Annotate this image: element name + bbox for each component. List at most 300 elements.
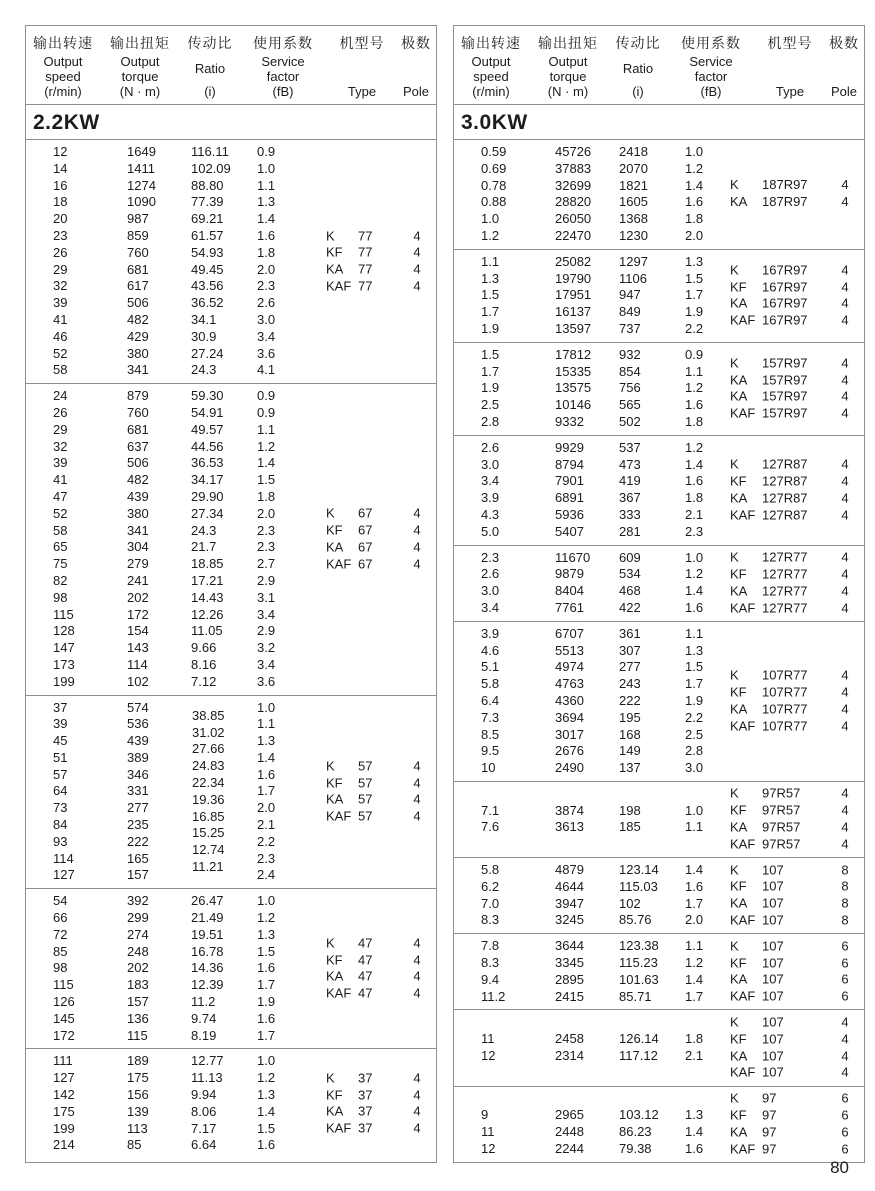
torque-cell: 2895 [555,971,584,987]
torque-cell: 3947 [555,895,584,911]
factor-cell: 1.6 [685,473,704,489]
factor-cell: 3.4 [257,656,276,672]
speed-cell: 39 [53,716,68,732]
type-row [326,935,432,952]
pole-value: 4 [841,701,849,717]
ratio-cell: 24.3 [191,362,217,378]
torque-cell: 859 [127,227,149,243]
torque-cell: 392 [127,893,149,909]
type-series: K [326,227,335,243]
speed-cell: 3.9 [481,625,500,641]
type-series: KF [326,244,343,260]
table-row [454,440,864,457]
ratio-cell: 14.43 [191,589,224,605]
type-series: KA [730,1124,748,1140]
speed-cell: 8.3 [481,955,500,971]
factor-cell: 2.5 [685,726,704,742]
type-row [730,262,860,279]
torque-cell: 22470 [555,227,592,243]
factor-cell: 1.3 [257,1087,276,1103]
speed-cell: 98 [53,589,68,605]
ratio-cell: 8.06 [191,1103,217,1119]
factor-cell: 1.6 [257,1137,276,1153]
ratio-cell: 11.2 [191,994,216,1010]
pole-value: 4 [841,278,849,294]
spec-table [453,25,865,1163]
ratio-cell: 19.36 [192,791,225,807]
factor-cell: 1.2 [685,566,704,582]
pole-value: 4 [841,490,849,506]
factor-cell: 1.4 [685,862,704,878]
type-row [730,355,860,372]
ratio-cell: 854 [619,363,641,379]
header-label-zh: 机型号 [339,35,385,51]
type-row [730,896,860,913]
ratio-cell: 18.85 [191,556,224,572]
type-row [326,245,432,262]
factor-cell: 1.5 [685,270,704,286]
type-model: 107 [762,1014,784,1030]
factor-cell: 1.3 [685,642,704,658]
header-label-en-group [195,61,225,76]
pole-value: 4 [841,473,849,489]
ratio-cell: 36.52 [191,295,224,311]
header-label-zh: 输出转速 [33,35,93,51]
pole-value: 4 [841,802,849,818]
ratio-cell: 16.85 [192,808,225,824]
ratio-cell: 59.30 [191,388,224,404]
pole-value: 4 [413,556,421,572]
ratio-cell: 609 [619,549,641,565]
speed-cell: 8.5 [481,726,500,742]
ratio-cell: 2418 [619,144,648,159]
factor-cell: 1.7 [257,1027,276,1043]
speed-cell: 1.0 [481,211,500,227]
speed-cell: 111 [53,1053,73,1069]
pole-value: 4 [841,405,849,421]
ratio-cell: 277 [619,659,641,675]
pole-value: 6 [841,1107,849,1123]
type-series: K [326,935,335,951]
ratio-cell: 12.26 [191,606,224,622]
type-model: 157R97 [762,405,808,421]
speed-cell: 84 [53,817,68,833]
speed-cell: 172 [53,1027,75,1043]
factor-cell: 1.7 [257,977,276,993]
torque-cell: 154 [127,623,149,639]
factor-cell: 3.4 [257,606,276,622]
speed-cell: 127 [53,1070,75,1086]
speed-cell: 72 [53,926,68,942]
torque-cell: 235 [127,817,149,833]
type-row [326,539,432,556]
type-column [326,758,432,825]
type-row [730,490,860,507]
factor-cell: 0.9 [685,346,704,362]
speed-cell: 5.0 [481,523,500,539]
type-model: 57 [358,808,373,824]
type-model: 107R77 [762,667,808,683]
pole-value: 6 [841,955,849,971]
type-row [730,989,860,1006]
type-series: K [730,938,739,954]
type-model: 67 [358,539,373,555]
factor-cell: 1.4 [685,1124,704,1140]
table-row [454,524,864,541]
torque-cell: 45726 [555,144,592,159]
type-series: KAF [730,312,756,328]
table-row [454,228,864,245]
factor-cell: 2.3 [257,278,276,294]
ratio-cell: 43.56 [191,278,224,294]
factor-cell: 1.2 [257,1070,276,1086]
factor-cell: 0.9 [257,404,276,420]
speed-cell: 199 [53,1120,75,1136]
pole-value: 4 [413,1103,421,1119]
table-row [26,455,436,472]
header-label-zh: 极数 [829,35,859,51]
type-row [326,986,432,1003]
type-row [730,1048,860,1065]
speed-cell: 85 [53,943,68,959]
pole-value: 4 [413,261,421,277]
torque-cell: 299 [127,910,149,926]
type-series: KF [730,955,747,971]
type-series: KA [730,490,748,506]
torque-cell: 113 [127,1120,148,1136]
type-row [326,1070,432,1087]
torque-cell: 8404 [555,583,584,599]
pole-value: 6 [841,1124,849,1140]
type-model: 97R57 [762,785,801,801]
ratio-cell: 2070 [619,160,648,176]
torque-cell [555,1091,619,1108]
pole-value: 4 [841,388,849,404]
ratio-cell: 333 [619,506,641,522]
table-row [26,1137,436,1154]
table-row [454,211,864,228]
factor-cell: 2.0 [685,227,704,243]
factor-cell: 1.1 [685,938,704,954]
type-row [730,194,860,211]
header-unit: (r/min) [44,84,82,99]
factor-cell: 2.3 [257,850,276,866]
table-row [26,439,436,456]
factor-cell: 2.2 [685,709,704,725]
type-series: KF [730,278,747,294]
ratio-cell [619,786,685,803]
speed-cell: 75 [53,556,68,572]
speed-cell: 98 [53,960,68,976]
ratio-cell: 101.63 [619,971,659,987]
header-label-en: Ratio [622,61,654,76]
factor-cell: 1.1 [685,819,704,835]
type-series: KA [326,1103,344,1119]
speed-cell: 14 [53,160,68,176]
type-series: KA [730,701,748,717]
type-model: 127R87 [762,490,808,506]
type-model: 107 [762,912,784,928]
speed-cell: 58 [53,522,68,538]
header-unit: (fB) [272,84,294,99]
ratio-cell: 6.64 [191,1137,217,1153]
factor-cell: 1.7 [685,676,704,692]
factor-cell: 0.9 [257,388,276,404]
torque-cell: 9879 [555,566,584,582]
ratio-cell: 15.25 [192,825,225,841]
type-row [326,506,432,523]
pole-value: 4 [841,583,849,599]
ratio-cell: 44.56 [191,438,224,454]
torque-cell: 136 [127,1010,149,1026]
header-unit: Pole [830,84,858,99]
table-row [26,910,436,927]
speed-cell: 7.0 [481,895,500,911]
type-column [730,355,860,422]
torque-cell: 3874 [555,802,584,818]
ratio-cell: 77.39 [191,194,224,210]
pole-value: 4 [841,1014,849,1030]
speed-cell: 142 [53,1087,75,1103]
type-series: KF [326,952,343,968]
data-block [454,546,864,622]
torque-cell: 331 [127,783,149,799]
type-model: 107 [762,1031,784,1047]
factor-cell: 2.9 [257,623,276,639]
type-column [730,1014,860,1081]
speed-cell: 5.8 [481,862,500,878]
type-row [326,969,432,986]
ratio-cell: 34.1 [191,311,217,327]
speed-cell: 1.7 [481,363,500,379]
factor-cell: 1.9 [685,304,704,320]
table-row [26,657,436,674]
header-label-en-group [689,54,732,84]
type-series: K [730,667,739,683]
type-column [730,668,860,735]
speed-cell: 23 [53,227,68,243]
torque-cell: 4360 [555,692,584,708]
type-row [730,955,860,972]
type-row [326,523,432,540]
ratio-cell: 1368 [619,211,648,227]
ratio-cell: 12.74 [192,842,225,858]
type-model: 67 [358,556,373,572]
type-model: 97R57 [762,819,801,835]
speed-cell: 6.2 [481,878,500,894]
pole-value: 4 [841,355,849,371]
ratio-cell: 102.09 [191,160,231,176]
header-unit: Pole [402,84,430,99]
torque-cell: 439 [127,488,149,504]
type-row [326,556,432,573]
speed-cell: 1.3 [481,270,500,286]
pole-value: 4 [841,566,849,582]
pole-value: 6 [841,1141,849,1157]
factor-cell: 2.9 [257,572,276,588]
type-model: 107R77 [762,701,808,717]
type-row [326,775,432,792]
data-block [454,250,864,343]
type-model: 97R57 [762,802,801,818]
speed-cell: 115 [53,606,74,622]
pole-value: 4 [841,1064,849,1080]
speed-cell: 24 [53,388,68,404]
torque-cell: 10146 [555,397,592,413]
pole-value: 4 [413,522,421,538]
type-model: 47 [358,935,373,951]
torque-cell: 222 [127,833,149,849]
type-model: 67 [358,522,373,538]
type-series: KF [730,566,747,582]
torque-cell: 4974 [555,659,584,675]
type-model: 157R97 [762,371,808,387]
ratio-cell: 168 [619,726,641,742]
ratio-cell: 24.83 [192,758,225,774]
header-label-en: Output [548,53,588,69]
factor-cell: 1.6 [257,227,276,243]
factor-cell: 1.5 [257,1120,276,1136]
header-column [26,33,100,99]
pole-value: 4 [841,684,849,700]
speed-cell: 1.1 [481,253,500,269]
factor-cell: 3.4 [257,328,276,344]
type-row [326,262,432,279]
type-series: KAF [730,836,756,852]
factor-cell: 1.0 [257,893,276,909]
speed-cell: 11.2 [481,988,506,1004]
factor-cell: 2.0 [257,800,276,816]
type-row [730,313,860,330]
header-label-en: Output [471,53,511,69]
pole-value: 6 [841,1090,849,1106]
table-row [26,346,436,363]
torque-cell: 879 [127,388,149,404]
factor-cell: 1.8 [685,211,704,227]
factor-cell: 1.8 [685,490,704,506]
torque-cell: 2490 [555,760,584,776]
speed-cell: 46 [53,328,68,344]
type-model: 107 [762,971,784,987]
ratio-cell: 737 [619,320,641,336]
type-series: KF [730,1031,747,1047]
type-series: KA [730,194,748,210]
torque-cell [555,836,619,853]
pole-value: 6 [841,988,849,1004]
section-title: 2.2KW [26,105,436,140]
speed-cell: 1.5 [481,287,500,303]
speed-cell: 8.3 [481,912,500,928]
type-row [326,792,432,809]
header-label-en-group [623,61,653,76]
speed-cell: 52 [53,505,68,521]
header-label-zh: 传动比 [187,35,233,51]
type-row [326,228,432,245]
pole-value: 4 [841,312,849,328]
speed-cell: 12 [481,1141,496,1157]
torque-cell: 202 [127,960,149,976]
factor-cell: 1.0 [257,160,276,176]
torque-cell: 2676 [555,743,584,759]
header-column [240,33,326,99]
speed-cell: 29 [53,261,68,277]
type-row [730,372,860,389]
factor-cell: 1.7 [685,895,704,911]
factor-cell: 2.8 [685,743,704,759]
speed-cell: 127 [53,867,75,883]
header-column [398,33,434,99]
header-label-en: torque [549,68,587,84]
type-column [326,228,432,295]
ratio-cell: 9.74 [191,1010,217,1026]
speed-cell: 10 [481,760,496,776]
speed-cell: 93 [53,833,68,849]
ratio-cell: 11.05 [191,623,223,639]
factor-cell: 1.6 [257,960,276,976]
pole-value: 8 [841,878,849,894]
type-model: 77 [358,261,373,277]
table-row [26,194,436,211]
type-model: 47 [358,968,373,984]
pole-value: 4 [413,278,421,294]
torque-cell: 637 [127,438,149,454]
factor-cell: 1.0 [685,144,704,159]
torque-cell: 11670 [555,549,591,565]
header-label-en: Service [689,53,733,69]
speed-cell: 11 [481,1124,495,1140]
factor-cell: 2.6 [257,295,276,311]
type-series: KA [730,971,748,987]
ratio-cell: 85.71 [619,988,652,1004]
header-column [326,33,398,99]
type-series: KAF [326,1120,352,1136]
type-row [730,668,860,685]
pole-value: 4 [841,456,849,472]
factor-cell: 2.3 [685,523,704,539]
type-series: KAF [730,912,756,928]
type-series: KAF [730,599,756,615]
torque-cell: 143 [127,640,149,656]
ratio-cell: 185 [619,819,641,835]
type-column [730,457,860,524]
speed-cell: 73 [53,800,68,816]
type-model: 67 [358,505,373,521]
pole-value: 4 [841,599,849,615]
speed-cell: 114 [53,850,74,866]
type-series: KF [730,878,747,894]
data-block [26,140,436,384]
pole-value: 4 [841,177,849,193]
factor-cell: 1.2 [685,160,704,176]
speed-cell [481,836,555,853]
type-row [730,938,860,955]
ratio-cell: 195 [619,709,641,725]
pole-value: 8 [841,862,849,878]
pole-value: 4 [413,791,421,807]
torque-cell: 3644 [555,938,584,954]
table-row [26,607,436,624]
type-series: KA [326,968,344,984]
factor-cell: 1.5 [685,659,704,675]
speed-cell: 199 [53,673,75,689]
torque-cell: 380 [127,505,149,521]
speed-cell: 173 [53,656,75,672]
torque-cell: 3345 [555,955,584,971]
speed-cell [481,1091,555,1108]
type-model: 97 [762,1107,777,1123]
ratio-cell: 7.12 [191,673,217,689]
speed-cell: 2.5 [481,397,500,413]
